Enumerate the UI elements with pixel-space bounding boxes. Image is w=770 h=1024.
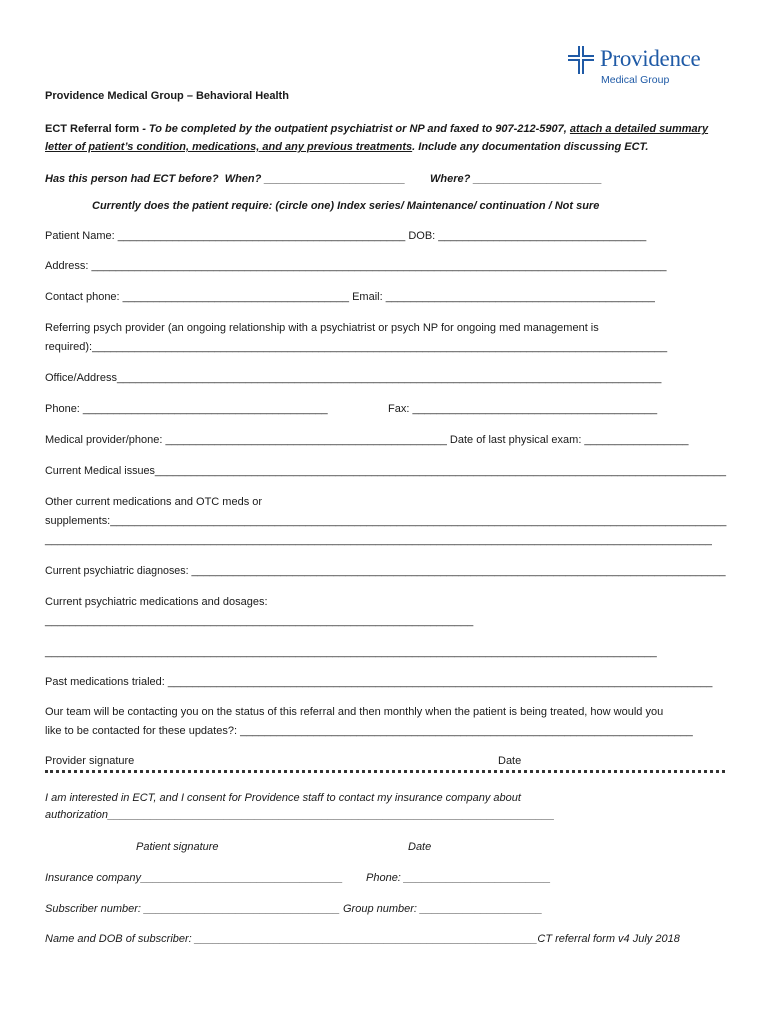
- intro-attach-1: attach a detailed summary: [569, 123, 709, 135]
- intro-attach-2: letter of patient’s condition, medications, and any previous treatments: [45, 141, 413, 153]
- provider-signature-field[interactable]: Provider signature: [45, 755, 135, 767]
- referring-provider-label: Referring psych provider (an ongoing relationship with a psychiatrist or psych NP for ongoing med management is: [45, 322, 599, 334]
- section-divider: [45, 770, 725, 773]
- consent-text: I am interested in ECT, and I consent for Providence staff to contact my insurance company about: [45, 792, 521, 804]
- psych-meds-line-2[interactable]: ____________________________________________________________________________________________________: [45, 646, 657, 658]
- psych-meds-line-1[interactable]: ______________________________________________________________________: [45, 615, 474, 627]
- otc-label: Other current medications and OTC meds or: [45, 496, 263, 508]
- patient-date-field[interactable]: Date: [408, 841, 432, 853]
- intro-line-2: [45, 140, 648, 154]
- cross-icon: [568, 46, 594, 74]
- require-question[interactable]: Currently does the patient require: (circle one) Index series/ Maintenance/ continuation / Not sure: [92, 200, 600, 212]
- form-title: ECT Referral form: [45, 123, 140, 135]
- patient-signature-field[interactable]: Patient signature: [136, 841, 219, 853]
- patient-name-field[interactable]: Patient Name: _______________________________________________ DOB: __________________________________: [45, 230, 647, 242]
- fax-field[interactable]: Fax: ________________________________________: [388, 403, 658, 415]
- medical-provider-field[interactable]: Medical provider/phone: ______________________________________________ Date of last physical exam: _________________: [45, 434, 689, 446]
- intro-sep: -: [139, 123, 149, 135]
- referring-provider-field[interactable]: required):______________________________________________________________________________________________: [45, 341, 668, 353]
- office-address-field[interactable]: Office/Address_________________________________________________________________________________________: [45, 372, 662, 384]
- authorization-field[interactable]: authorization_________________________________________________________________________: [45, 809, 555, 821]
- psych-meds-label: Current psychiatric medications and dosages:: [45, 596, 268, 608]
- form-version: CT referral form v4 July 2018: [537, 933, 680, 945]
- providence-logo: [568, 44, 718, 90]
- otc-field-2[interactable]: _____________________________________________________________________________________________________________: [45, 534, 712, 546]
- subscriber-name-dob-label: Name and DOB of subscriber: ________________________________________________________: [45, 933, 538, 945]
- subscriber-number-field[interactable]: Subscriber number: ________________________________: [45, 903, 340, 915]
- phone-field[interactable]: Phone: ________________________________________: [45, 403, 328, 415]
- contact-pref-field[interactable]: like to be contacted for these updates?: __________________________________________________________________________: [45, 725, 693, 737]
- contact-pref-label: Our team will be contacting you on the status of this referral and then monthly when the patient is being treated, how would you: [45, 706, 664, 718]
- subscriber-name-dob-field[interactable]: [45, 932, 680, 946]
- group-number-field[interactable]: Group number: ____________________: [343, 903, 543, 915]
- provider-date-field[interactable]: Date: [498, 755, 522, 767]
- logo-wordmark: Providence: [600, 46, 701, 71]
- diagnoses-field[interactable]: Current psychiatric diagnoses: __________________________________________________________________________________________: [45, 565, 726, 577]
- insurance-phone-field[interactable]: Phone: ________________________: [366, 872, 551, 884]
- intro-tail: . Include any documentation discussing ECT.: [412, 141, 649, 153]
- prior-ect-where[interactable]: Where? _____________________: [430, 173, 602, 185]
- otc-field[interactable]: supplements:_____________________________________________________________________________________________________: [45, 515, 727, 527]
- contact-field[interactable]: Contact phone: _____________________________________ Email: ____________________________________________: [45, 291, 655, 303]
- insurance-company-field[interactable]: Insurance company_________________________________: [45, 872, 343, 884]
- intro-instructions: To be completed by the outpatient psychiatrist or NP and faxed to 907-212-5907,: [148, 123, 570, 135]
- prior-ect-when[interactable]: Has this person had ECT before? When? _______________________: [45, 173, 406, 185]
- past-meds-field[interactable]: Past medications trialed: _________________________________________________________________________________________: [45, 676, 713, 688]
- form-header: Providence Medical Group – Behavioral Health: [45, 90, 289, 102]
- intro-line-1: [45, 122, 708, 136]
- address-field[interactable]: Address: ______________________________________________________________________________________________: [45, 260, 667, 272]
- logo-subtitle: Medical Group: [601, 74, 670, 86]
- medical-issues-field[interactable]: Current Medical issues_______________________________________________________________________________________________: [45, 465, 727, 477]
